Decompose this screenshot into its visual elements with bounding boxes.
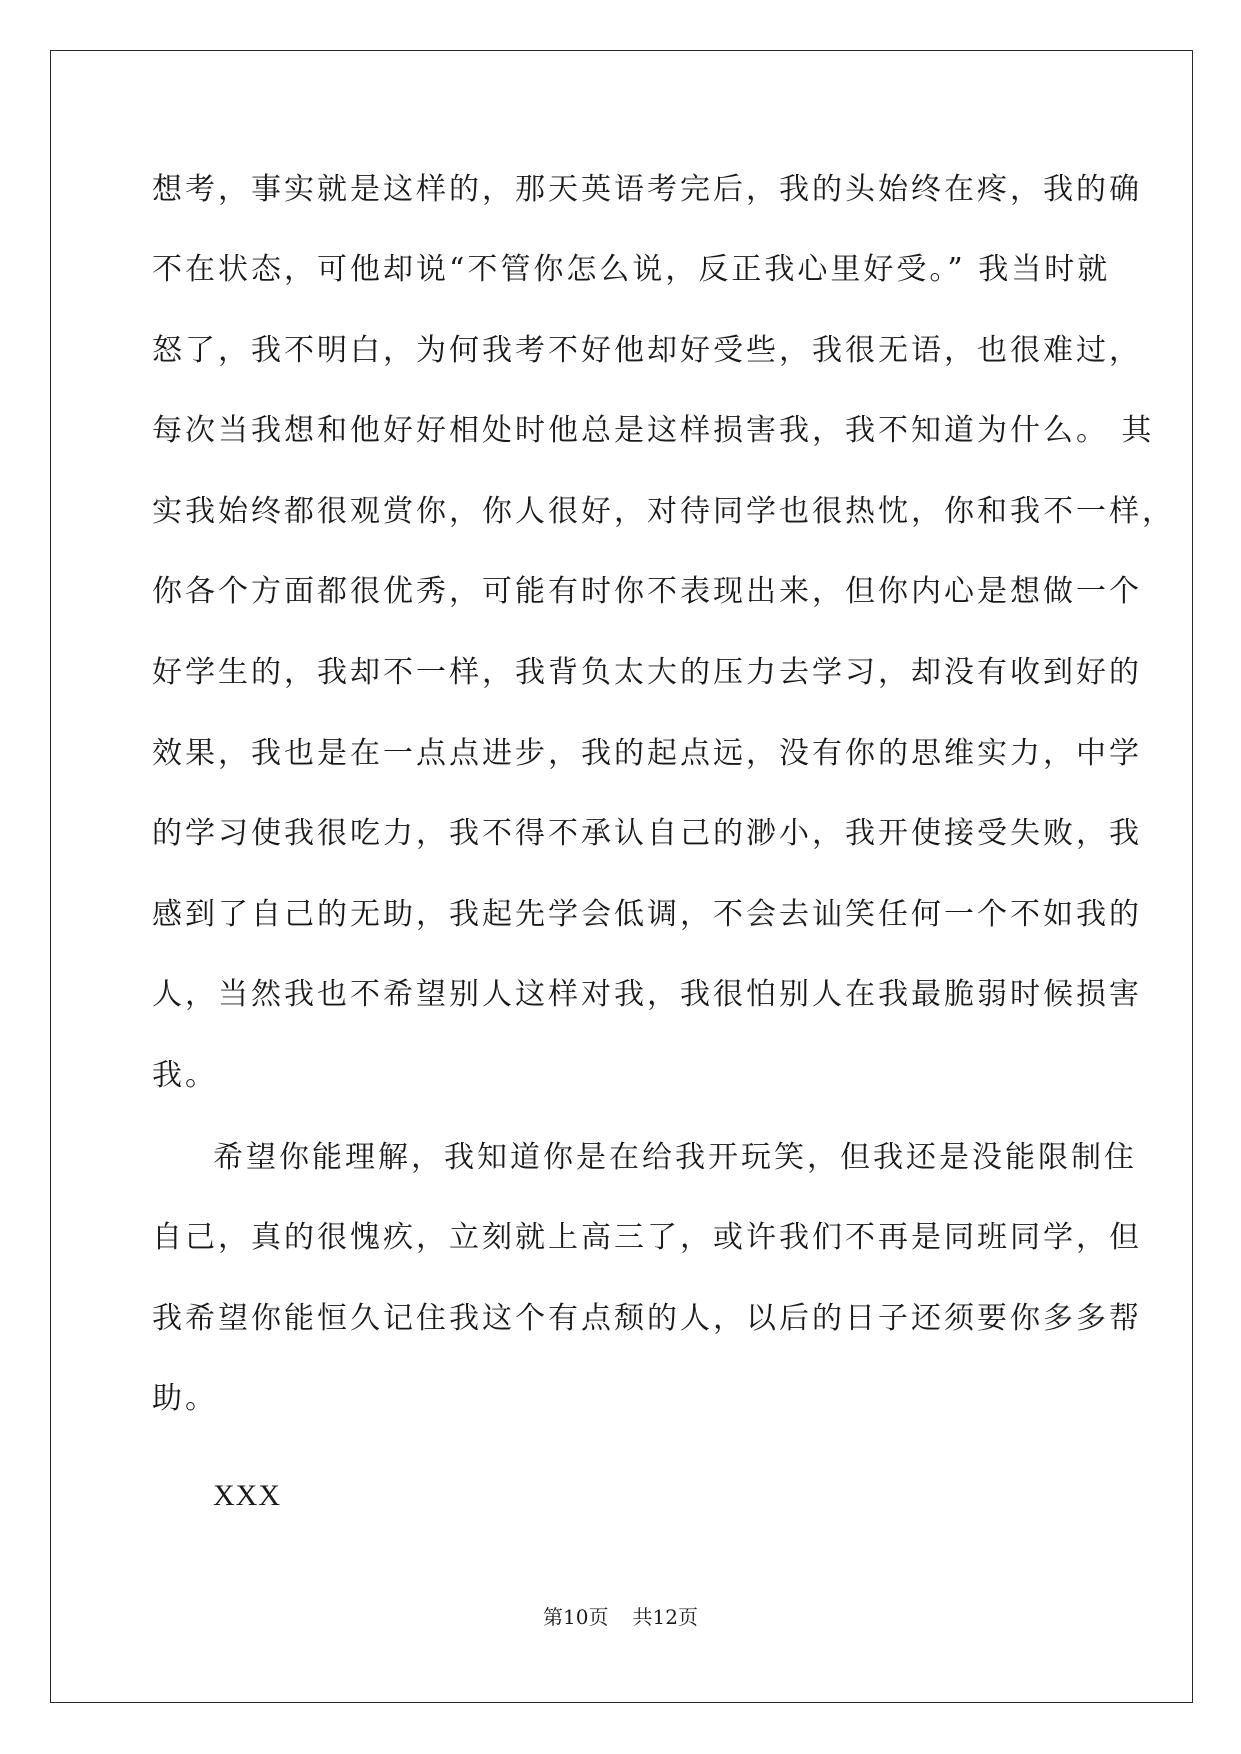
body-line-3: 怒了，我不明白，为何我考不好他却好受些，我很无语，也很难过， — [152, 333, 1142, 368]
page-footer — [0, 1605, 1241, 1629]
body-line-2: 不在状态，可他却说“不管你怎么说，反正我心里好受。” 我当时就 — [152, 252, 1111, 287]
body-line-12: 我。 — [152, 1058, 218, 1093]
body-line-14: 自己，真的很愧疚，立刻就上高三了，或许我们不再是同班同学，但 — [152, 1220, 1142, 1255]
body-line-11: 人，当然我也不希望别人这样对我，我很怕别人在我最脆弱时候损害 — [152, 977, 1142, 1012]
body-line-15: 我希望你能恒久记住我这个有点颓的人，以后的日子还须要你多多帮 — [152, 1301, 1142, 1336]
body-line-16: 助。 — [152, 1381, 218, 1416]
page-number-total: 共12页 — [632, 1605, 698, 1629]
body-line-9: 的学习使我很吃力，我不得不承认自己的渺小，我开使接受失败，我 — [152, 816, 1142, 851]
body-line-6: 你各个方面都很优秀，可能有时你不表现出来，但你内心是想做一个 — [152, 574, 1142, 609]
body-line-8: 效果，我也是在一点点进步，我的起点远，没有你的思维实力，中学 — [152, 736, 1142, 771]
body-line-1: 想考，事实就是这样的，那天英语考完后，我的头始终在疼，我的确 — [152, 172, 1142, 207]
body-line-5: 实我始终都很观赏你，你人很好，对待同学也很热忱，你和我不一样， — [152, 494, 1175, 529]
body-line-7: 好学生的，我却不一样，我背负太大的压力去学习，却没有收到好的 — [152, 655, 1142, 690]
body-line-10: 感到了自己的无助，我起先学会低调，不会去讪笑任何一个不如我的 — [152, 897, 1142, 932]
page-border — [50, 50, 1193, 1703]
page-number-current: 第10页 — [543, 1605, 609, 1629]
body-line-13: 希望你能理解，我知道你是在给我开玩笑，但我还是没能限制住 — [213, 1140, 1137, 1175]
signature: XXX — [213, 1479, 281, 1512]
body-line-4: 每次当我想和他好好相处时他总是这样损害我，我不知道为什么。 其 — [152, 413, 1155, 448]
